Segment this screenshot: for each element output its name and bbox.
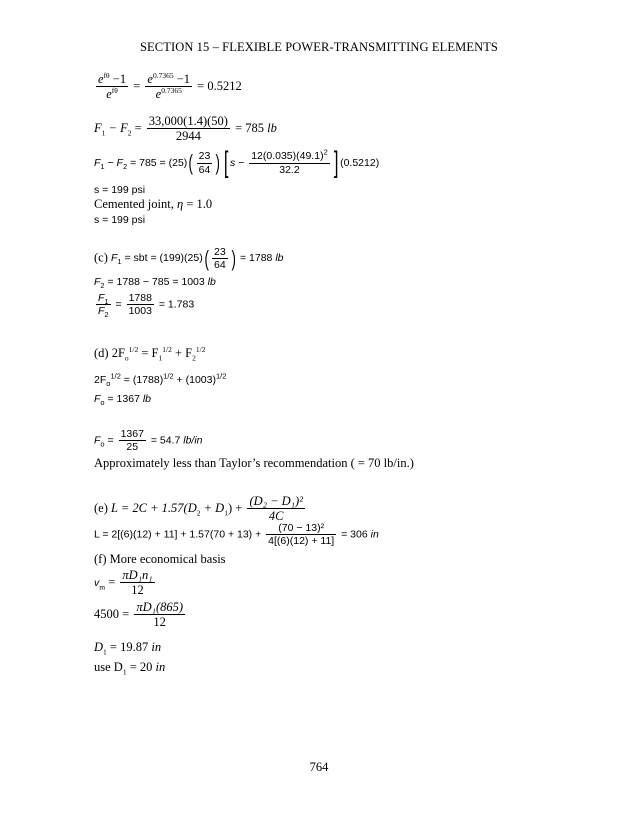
section-header: SECTION 15 – FLEXIBLE POWER-TRANSMITTING ELEMENTS bbox=[139, 40, 498, 54]
page-number: 764 bbox=[309, 760, 329, 774]
part-e-belt-length-formula: (e) $L = 2C + 1.57(D_2 + D_1)$ + $\frac{\text{(D₂ − D₁)²}}{4C}$ bbox=[94, 494, 303, 524]
cemented-joint-note: Cemented joint, η = 1.0 bbox=[94, 197, 213, 211]
part-f-velocity-formula: $v_m$ = $\frac{\text{πD₁n₁}}{12}$ bbox=[94, 568, 153, 598]
equation-stress-repeat: s = 199 psi bbox=[94, 214, 146, 226]
part-f-velocity-substitution: 4500 = $\frac{\text{πD₁(865)}}{12}$ bbox=[94, 600, 184, 630]
part-f-diameter-result: $D_1 = 19.87$ in bbox=[94, 640, 162, 657]
part-c-force-two: $F_2 = 1788 - 785 = 1003$ lb bbox=[94, 276, 216, 291]
part-d-substitution: $2F_o^{1/2} = (1788)^{1/2} + (1003)^{1/2}$ bbox=[94, 371, 227, 389]
part-d-initial-tension: (d) $2F_o^{1/2} = F_1^{1/2} + F_2^{1/2}$ bbox=[94, 344, 206, 363]
equation-force-difference: $F_1 - F_2$ = $\frac{33,000(1.4)(50)}{2944}$ = 785 lb bbox=[94, 114, 277, 144]
taylor-recommendation-note: Approximately less than Taylor’s recommendation ( = 70 lb/in.) bbox=[94, 456, 414, 470]
part-c-force-ratio: $\frac{F_1}{F_2}$ = $\frac{1788}{1003}$ = 1.783 bbox=[98, 292, 195, 320]
equation-friction-ratio: $\frac{e^{f\theta} -1}{e^{f\theta}}$ = $\frac{e^{0.7365} -1}{e^{0.7365}}$ = 0.5212 bbox=[98, 70, 242, 102]
part-e-belt-length-result: L = 2[(6)(12) + 11] + 1.57(70 + 13) + $\frac{\text{(70 − 13)²}}{4[(6)(12) + 11]}$ = 306 in bbox=[94, 522, 379, 548]
part-d-tension-result: $F_o = 1367$ lb bbox=[94, 393, 152, 408]
part-f-heading: (f) More economical basis bbox=[94, 552, 226, 566]
part-c-force-one: (c) $F_1$ = sbt = (199)(25)( $\frac{23}{64}$ ) = 1788 lb bbox=[94, 245, 284, 272]
equation-stress-result: s = 199 psi bbox=[94, 184, 146, 196]
equation-stress-expression: $F_1 - F_2 = 785 = (25)$( $\frac{23}{64}$ ) [ s − $\frac{12(0.035)(49.1)^2}{32.2}$ ] (0.5212) bbox=[94, 146, 380, 179]
part-f-use-diameter: use $D_1 = 20$ in bbox=[94, 660, 166, 677]
part-d-tension-per-inch: $F_o$ = $\frac{1367}{25}$ = 54.7 lb/in bbox=[94, 428, 203, 454]
